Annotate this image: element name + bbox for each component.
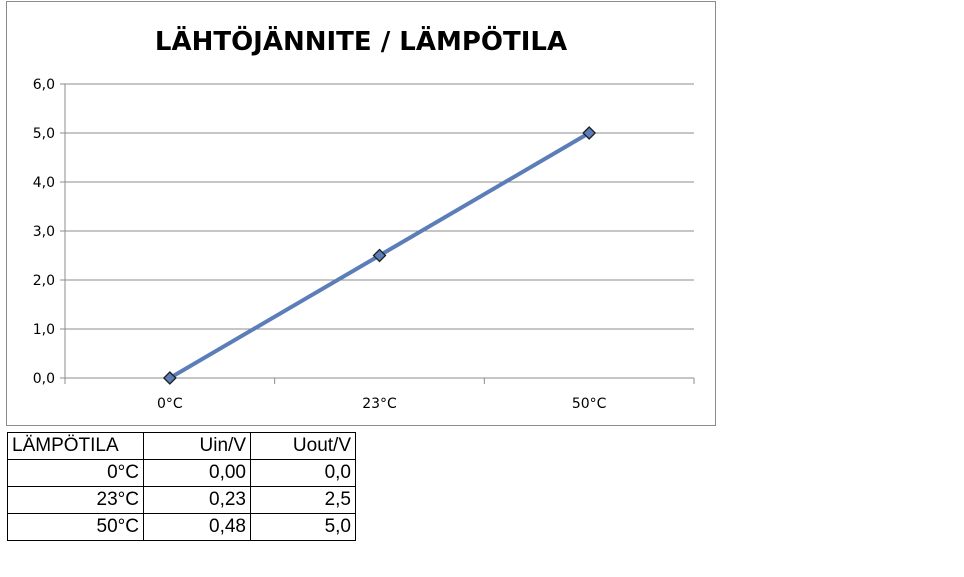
series	[164, 127, 595, 384]
cell-temperature: 23°C	[8, 487, 144, 514]
cell-uin: 0,48	[144, 514, 251, 541]
table-row	[8, 514, 356, 541]
y-tick-label: 4,0	[32, 175, 55, 191]
chart-area	[6, 1, 716, 426]
line-chart	[7, 2, 717, 427]
y-tick-label: 0,0	[32, 371, 55, 387]
tick-labels	[33, 77, 607, 412]
cell-uout: 2,5	[251, 487, 356, 514]
header-uout: Uout/V	[251, 433, 356, 460]
header-uin: Uin/V	[144, 433, 251, 460]
cell-uin: 0,00	[144, 460, 251, 487]
table-row	[8, 487, 356, 514]
chart-title: LÄHTÖJÄNNITE / LÄMPÖTILA	[154, 27, 568, 57]
cell-temperature: 50°C	[8, 514, 144, 541]
x-tick-label: 50°C	[571, 396, 607, 412]
table-row	[8, 460, 356, 487]
cell-uout: 0,0	[251, 460, 356, 487]
cell-uin: 0,23	[144, 487, 251, 514]
y-tick-label: 2,0	[32, 273, 55, 289]
y-tick-label: 6,0	[32, 77, 55, 93]
cell-uout: 5,0	[251, 514, 356, 541]
cell-temperature: 0°C	[8, 460, 144, 487]
x-tick-label: 23°C	[362, 396, 397, 412]
axes	[60, 84, 694, 384]
y-tick-label: 3,0	[32, 224, 55, 240]
x-tick-label: 0°C	[156, 396, 183, 412]
gridlines	[65, 84, 694, 329]
header-temperature: LÄMPÖTILA	[8, 433, 144, 460]
y-tick-label: 1,0	[32, 322, 55, 338]
table-header-row	[8, 433, 356, 460]
y-tick-label: 5,0	[32, 126, 55, 142]
data-table	[7, 432, 356, 541]
